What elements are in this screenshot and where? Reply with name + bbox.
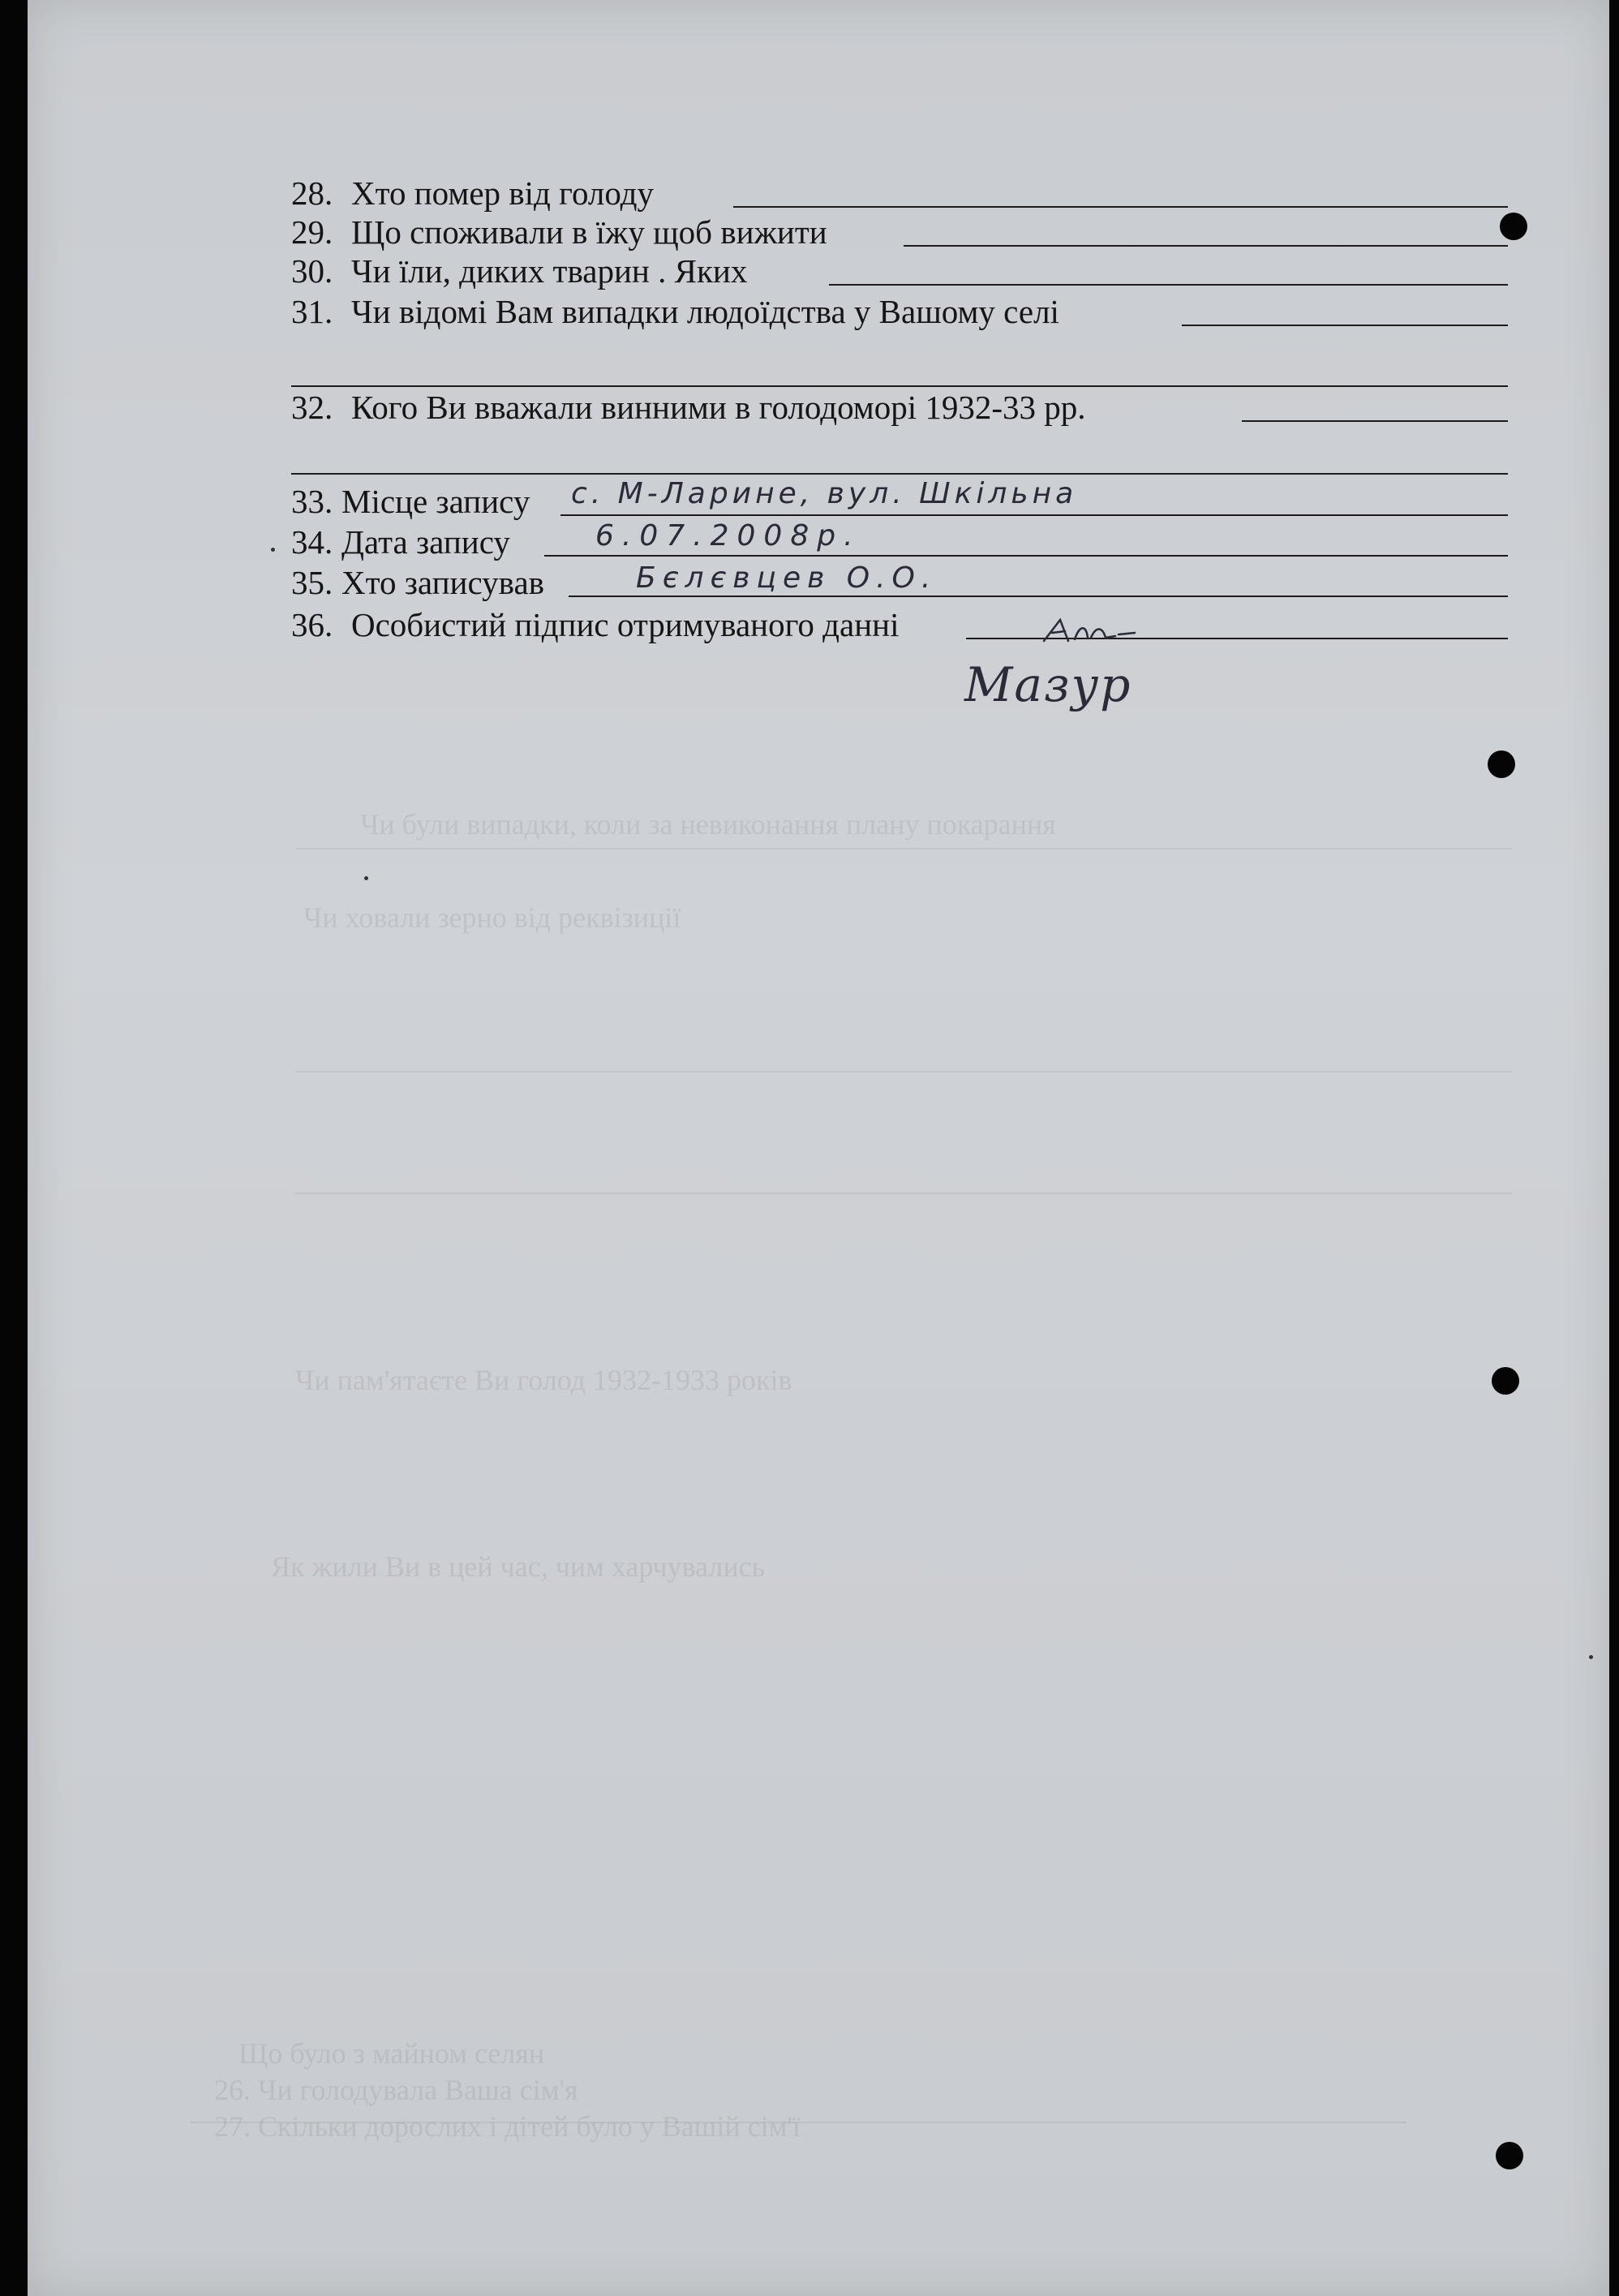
question-number: 34.	[291, 523, 333, 561]
answer-line	[544, 555, 1508, 557]
question-number: 35.	[291, 564, 333, 601]
bleed-through-text: Чи були випадки, коли за невиконання плану покарання	[360, 808, 1056, 841]
answer-line	[904, 245, 1508, 247]
answer-line	[1242, 420, 1508, 422]
question-number: 32.	[291, 389, 333, 426]
question-text: Хто записував	[341, 564, 545, 601]
answer-line	[829, 284, 1508, 286]
handwritten-place: с. М-Ларине, вул. Шкільна	[571, 477, 1078, 510]
question-number: 36.	[291, 606, 333, 643]
question-text: Чи відомі Вам випадки людоїдства у Вашому селі	[351, 293, 1059, 330]
question-text: Чи їли, диких тварин . Яких	[351, 252, 748, 290]
question-32	[291, 388, 1508, 427]
bleed-through-text: 27. Скільки дорослих і дітей було у Вашій сім'ї	[214, 2110, 801, 2143]
question-text: Дата запису	[341, 523, 510, 561]
question-number: 29.	[291, 213, 333, 251]
question-28	[291, 174, 1508, 213]
bleed-through-text: Чи ховали зерно від реквізиції	[303, 901, 681, 934]
handwritten-date: 6.07.2008р.	[595, 519, 861, 553]
ink-dot	[271, 548, 275, 552]
question-34	[291, 522, 1508, 561]
bleed-through-text: Що було з майном селян	[238, 2037, 545, 2070]
answer-line	[560, 514, 1508, 516]
question-text: Особистий підпис отримуваного данні	[351, 606, 900, 643]
punch-hole	[1488, 750, 1515, 778]
bleed-through-line	[190, 2122, 1406, 2123]
question-text: Кого Ви вважали винними в голодоморі 1932-33 рр.	[351, 389, 1086, 426]
question-number: 28.	[291, 174, 333, 212]
bleed-through-text: 26. Чи голодувала Ваша сім'я	[214, 2074, 578, 2106]
answer-line	[733, 206, 1508, 208]
document-page	[28, 0, 1609, 2296]
answer-line	[1182, 325, 1508, 326]
answer-line-continuation	[291, 385, 1508, 387]
speck	[1589, 1655, 1593, 1659]
question-number: 31.	[291, 293, 333, 330]
punch-hole	[1492, 1367, 1519, 1395]
answer-line	[569, 595, 1508, 597]
question-text: Що споживали в їжу щоб вижити	[351, 213, 827, 251]
bleed-through-line	[295, 1193, 1512, 1194]
speck	[364, 876, 368, 880]
question-number: 33.	[291, 483, 333, 520]
question-number: 30.	[291, 252, 333, 290]
handwritten-signature: Мазур	[964, 657, 1132, 712]
answer-line-continuation	[291, 473, 1508, 475]
punch-hole	[1496, 2142, 1523, 2169]
question-30	[291, 252, 1508, 290]
bleed-through-line	[295, 848, 1512, 849]
question-29	[291, 213, 1508, 252]
signature-initials	[1037, 617, 1143, 649]
bleed-through-text: Чи пам'ятаєте Ви голод 1932-1933 років	[295, 1364, 792, 1396]
bleed-through-line	[295, 1071, 1512, 1073]
punch-hole	[1500, 213, 1527, 240]
question-text: Місце запису	[341, 483, 530, 520]
handwritten-recorder: Бєлєвцев О.О.	[636, 561, 938, 595]
question-36	[291, 605, 1508, 644]
question-text: Хто помер від голоду	[351, 174, 655, 212]
bleed-through-text: Як жили Ви в цей час, чим харчувались	[271, 1550, 766, 1583]
question-31	[291, 292, 1508, 331]
